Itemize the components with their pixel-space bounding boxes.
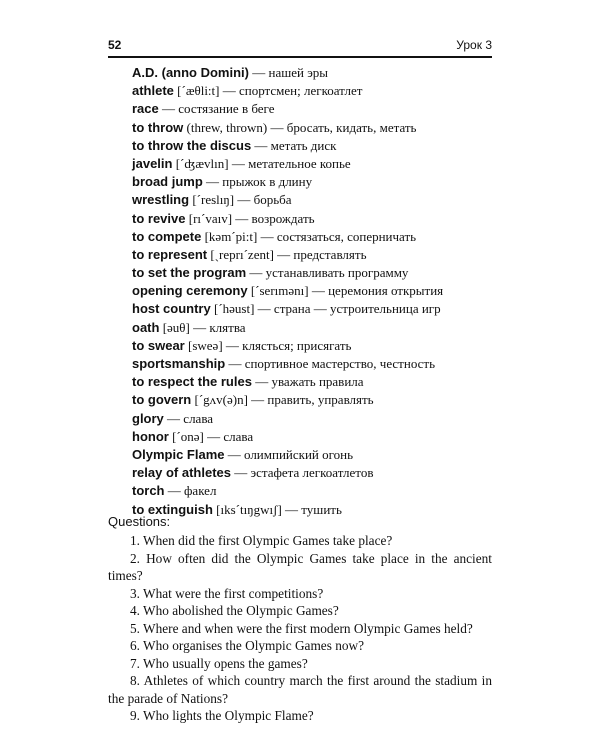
vocab-transcription: [ˊonə] [168, 428, 204, 444]
vocab-dash: — [158, 101, 179, 117]
questions-list [108, 532, 492, 725]
vocab-term: sportsmanship [132, 356, 226, 371]
vocab-dash: — [267, 119, 287, 135]
page-number: 52 [108, 38, 122, 52]
vocab-translation: представлять [293, 246, 367, 262]
vocab-transcription: (threw, thrown) [183, 119, 268, 135]
vocab-term: torch [132, 483, 165, 499]
vocab-dash: — [308, 283, 329, 299]
vocab-term: A.D. (anno Domini) [132, 65, 249, 80]
vocab-dash: — [224, 446, 244, 462]
vocab-transcription: [əuθ] [159, 319, 190, 335]
vocab-term: to set the program [132, 265, 247, 281]
vocab-transcription: [ˏreprıˊzent] [207, 246, 274, 262]
page-header [108, 38, 492, 54]
vocab-translation: править, управлять [267, 392, 374, 408]
vocab-dash: — [247, 392, 268, 408]
question-item: 8. Athletes of which country march the first around the stadium in the parade of Nations? [108, 673, 492, 706]
vocab-dash: — [219, 83, 239, 99]
vocab-dash: — [257, 228, 277, 244]
vocab-entry [132, 446, 512, 464]
vocabulary-list [132, 64, 512, 519]
vocab-entry [132, 410, 512, 428]
vocab-translation: клятва [209, 319, 246, 335]
vocab-term: to represent [132, 246, 208, 262]
vocab-transcription: [sweə] [184, 337, 223, 353]
vocab-translation: факел [184, 483, 217, 499]
vocab-dash: — [251, 137, 271, 153]
vocab-translation: борьба [253, 192, 292, 208]
question-item: 7. Who usually opens the games? [130, 655, 308, 671]
vocab-term: opening ceremony [132, 283, 248, 299]
vocab-term: to swear [132, 337, 185, 353]
vocab-dash: — [231, 465, 251, 481]
vocab-dash: — [164, 483, 184, 499]
vocab-entry [132, 155, 512, 173]
vocab-entry [132, 264, 512, 282]
vocab-term: to govern [132, 392, 192, 408]
vocab-term: relay of athletes [132, 465, 231, 481]
vocab-entry [132, 482, 512, 500]
vocab-entry [132, 173, 512, 191]
vocab-entry [132, 137, 512, 155]
vocab-dash: — [163, 410, 184, 426]
questions-heading: Questions: [108, 514, 171, 529]
vocab-translation: метать диск [270, 137, 337, 153]
question-item: 3. What were the first competitions? [130, 585, 324, 601]
vocab-term: to respect the rules [132, 374, 252, 390]
vocab-entry [132, 464, 512, 482]
vocab-dash: — [281, 501, 302, 517]
vocab-translation: слава [183, 410, 214, 426]
vocab-translation: бросать, кидать, метать [286, 119, 417, 135]
question-item: 9. Who lights the Olympic Flame? [130, 708, 314, 723]
vocab-transcription: [ˊʤævlın] [172, 155, 229, 171]
vocab-entry [132, 300, 512, 318]
vocab-entry [132, 355, 512, 373]
vocab-entry [132, 428, 512, 446]
vocab-translation: спортсмен; легкоатлет [239, 83, 363, 99]
vocab-translation: возрождать [251, 210, 315, 226]
vocab-entry [132, 501, 512, 519]
vocab-term: glory [132, 410, 164, 426]
vocab-term: race [132, 101, 159, 117]
vocab-translation: состязаться, соперничать [276, 228, 417, 244]
vocab-entry [132, 100, 512, 118]
vocab-term: javelin [132, 155, 173, 171]
vocab-term: oath [132, 319, 160, 335]
vocab-dash: — [246, 265, 266, 281]
vocab-entry [132, 82, 512, 100]
question-item: 5. Where and when were the first modern Olympic Games held? [130, 620, 473, 636]
vocab-dash: — [203, 428, 224, 444]
vocab-term: broad jump [132, 174, 203, 190]
vocab-entry [132, 64, 512, 82]
vocab-translation: спортивное мастерство, честность [244, 356, 436, 371]
vocab-translation: страна — устроительница игр [273, 301, 441, 317]
vocab-translation: метательное копье [248, 155, 351, 171]
vocab-transcription: [ˊhəust] [210, 301, 255, 317]
vocab-transcription: [rıˊvaıv] [185, 210, 233, 226]
vocab-entry [132, 319, 512, 337]
vocab-transcription: [ˊæθli:t] [173, 83, 220, 99]
vocab-translation: слава [223, 428, 254, 444]
vocab-entry [132, 373, 512, 391]
vocab-entry [132, 282, 512, 300]
lesson-title: Урок 3 [456, 38, 492, 52]
question-item: 4. Who abolished the Olympic Games? [130, 603, 339, 618]
vocab-translation: состязание в беге [178, 101, 275, 117]
vocab-term: athlete [132, 83, 174, 99]
vocab-translation: церемония открытия [328, 283, 444, 299]
vocab-term: to compete [132, 228, 202, 244]
vocab-transcription: [ˊreslıŋ] [189, 192, 235, 208]
vocab-dash: — [232, 210, 252, 226]
vocab-dash: — [251, 374, 272, 390]
vocab-transcription: [ˊgʌv(ə)n] [191, 392, 248, 408]
vocab-dash: — [273, 246, 294, 262]
question-item: 2. How often did the Olympic Games take place in the ancient times? [108, 550, 492, 583]
vocab-dash: — [234, 192, 254, 208]
vocab-term: host country [132, 301, 211, 317]
vocab-dash: — [222, 337, 243, 353]
vocab-entry [132, 119, 512, 137]
vocab-entry [132, 191, 512, 209]
vocab-transcription: [kəmˊpi:t] [201, 228, 258, 244]
vocab-term: to throw [132, 119, 184, 135]
vocab-entry [132, 246, 512, 264]
question-item: 1. When did the first Olympic Games take place? [130, 533, 393, 548]
vocab-transcription: [ıksˊtıŋgwıʃ] [212, 501, 282, 517]
vocab-translation: тушить [301, 501, 342, 517]
vocab-translation: устанавливать программу [265, 265, 409, 281]
vocab-dash: — [202, 174, 223, 190]
vocab-entry [132, 337, 512, 355]
vocab-term: to throw the discus [132, 137, 252, 153]
vocab-dash: — [249, 65, 269, 80]
vocab-translation: олимпийский огонь [243, 446, 353, 462]
vocab-translation: нашей эры [268, 65, 329, 80]
vocab-dash: — [228, 155, 249, 171]
vocab-term: wrestling [132, 192, 190, 208]
vocab-entry [132, 228, 512, 246]
vocab-term: to revive [132, 210, 186, 226]
vocab-dash: — [225, 356, 245, 371]
vocab-term: to extinguish [132, 501, 213, 517]
vocab-transcription: [ˊserımənı] [247, 283, 309, 299]
vocab-term: Olympic Flame [132, 446, 225, 462]
vocab-term: honor [132, 428, 169, 444]
vocab-translation: уважать правила [271, 374, 364, 390]
vocab-dash: — [189, 319, 210, 335]
vocab-translation: клясться; присягать [242, 337, 352, 353]
vocab-entry [132, 391, 512, 409]
question-item: 6. Who organises the Olympic Games now? [130, 638, 365, 653]
vocab-dash: — [254, 301, 274, 317]
vocab-translation: прыжок в длину [222, 174, 313, 190]
vocab-translation: эстафета легкоатлетов [250, 465, 374, 481]
vocab-entry [132, 210, 512, 228]
header-rule [108, 56, 492, 58]
